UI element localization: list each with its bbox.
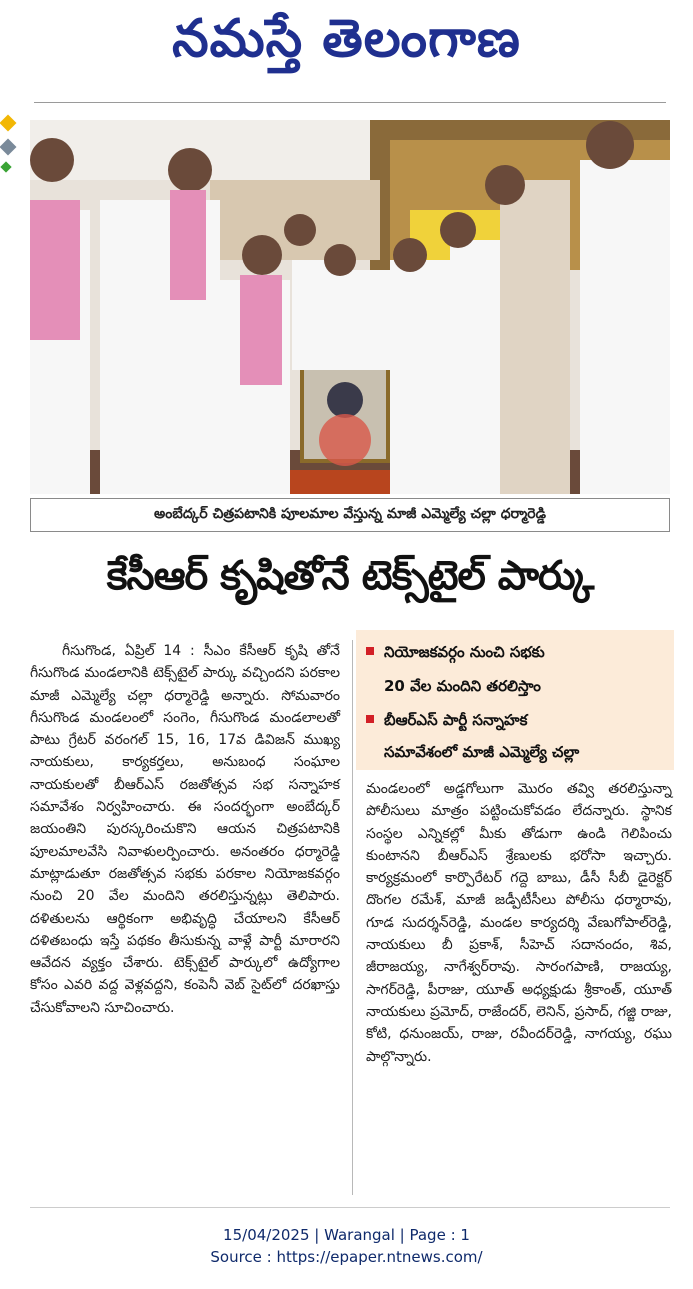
red-bullet-icon <box>366 647 374 655</box>
page-markers <box>0 113 18 183</box>
highlight-text-continued: 20 వేల మందిని తరలిస్తాం <box>384 677 541 695</box>
page-footer <box>0 1224 693 1268</box>
gray-diamond-icon <box>0 139 16 156</box>
article-right-column <box>366 778 672 1068</box>
column-divider <box>352 640 353 1195</box>
article-left-column <box>30 640 340 1019</box>
green-diamond-icon <box>0 161 11 172</box>
photo-caption-box <box>30 498 670 532</box>
edition-info: 15/04/2025 | Warangal | Page : 1 <box>223 1226 470 1244</box>
masthead-divider <box>34 102 666 103</box>
source-link[interactable]: Source : https://epaper.ntnews.com/ <box>210 1248 483 1266</box>
newspaper-title: నమస్తే తెలంగాణ <box>172 8 521 69</box>
highlight-text-continued: సమావేశంలో మాజీ ఎమ్మెల్యే చల్లా <box>384 743 580 761</box>
article-paragraph: గీసుగొండ, ఏప్రిల్ 14 : సీఎం కేసీఆర్ కృషి తోనే గీసుగొండ మండలానికి టెక్స్‌టైల్ పార్కు వచ్చిందని పరకాల మాజీ ఎమ్మెల్యే చల్లా ధర్మారెడ్డి అన్నారు. సోమవారం గీసుగొండ మండలంలో సంగెం, గీసుగొండ మండలాలతో పాటు గ్రేటర్ వరంగల్ 15, 16, 17వ డివిజన్ ముఖ్య నాయకులు, కార్యకర్తలు, అనుబంధ సంఘాల నాయకులతో బీఆర్ఎస్ రజతోత్సవ సభ సన్నాహక సమావేశం నిర్వహించారు. ఈ సందర్భంగా అంబేద్కర్ జయంతిని పురస్కరించుకొని ఆయన చిత్రపటానికి పూలమాలవేసి నివాళులర్పించారు. అనంతరం ధర్మారెడ్డి మాట్లాడుతూ రజతోత్సవ సభకు పరకాల నియోజకవర్గం నుంచి 20 వేల మందిని తరలిస్తున్నట్లు తెలిపారు. దళితులను ఆర్థికంగా అభివృద్ధి చేయాలని కేసీఆర్ దళితబంధు ఇస్తే పథకం తీసుకున్న వాళ్లే పార్టీ మారారని ఆవేదన వ్యక్తం చేశారు. టెక్స్‌టైల్ పార్కులో ఉద్యోగాల కోసం ఎవరి వద్ద వెళ్లవద్దని, కంపెనీ వెబ్ సైట్‌లో దరఖాస్తు చేసుకోవాలని సూచించారు. <box>30 643 340 1016</box>
news-photo <box>30 120 670 494</box>
article-paragraph: మండలంలో అడ్డగోలుగా మొరం తవ్వి తరలిస్తున్నా పోలీసులు మాత్రం పట్టించుకోవడం లేదన్నారు. స్థానిక సంస్థల ఎన్నికల్లో మీకు తోడుగా ఉండి గెలిపించు కుంటానని బీఆర్ఎస్ శ్రేణులకు భరోసా ఇచ్చారు. కార్యక్రమంలో కార్పొరేటర్ గద్దె బాబు, డీసీ సీబీ డైరెక్టర్ దొంగల రమేశ్, మాజీ జడ్పీటీసీలు పోలీసు ధర్మారావు, గూడ సుదర్శన్‌రెడ్డి, మండల కార్యదర్శి వేణుగోపాల్‌రెడ్డి, నాయకులు బీ ప్రకాశ్, సీహెచ్ సదానందం, శివ, జీరాజయ్య, నాగేశ్వర్‌రావు. సారంగపాణి, రాజయ్య, సాగర్‌రెడ్డి, పీరాజు, యూత్ అధ్యక్షుడు శ్రీకాంత్, యూత్ నాయకులు ప్రమోద్, రాజేందర్, లెనిన్, ప్రసాద్, గజ్జి రాజు, కోటి, ధనుంజయ్, రాజు, రవీందర్‌రెడ్డి, నాగయ్య, రఘు పాల్గొన్నారు. <box>366 781 672 1065</box>
yellow-diamond-icon <box>0 115 16 132</box>
event-photo-illustration <box>30 120 670 494</box>
highlight-text: నియోజకవర్గం నుంచి సభకు <box>384 643 545 661</box>
masthead <box>0 0 693 100</box>
red-bullet-icon <box>366 715 374 723</box>
highlight-item-2 <box>366 704 527 736</box>
article-headline: కేసీఆర్ కృషితోనే టెక్స్‌టైల్ పార్కు <box>106 553 594 599</box>
highlight-item-1 <box>366 636 545 668</box>
footer-divider <box>30 1207 670 1208</box>
photo-caption: అంబేద్కర్ చిత్రపటానికి పూలమాల వేస్తున్న మాజీ ఎమ్మెల్యే చల్లా ధర్మారెడ్డి <box>154 506 546 522</box>
highlight-text: బీఆర్ఎస్ పార్టీ సన్నాహక <box>384 711 528 729</box>
highlight-box <box>356 630 674 770</box>
